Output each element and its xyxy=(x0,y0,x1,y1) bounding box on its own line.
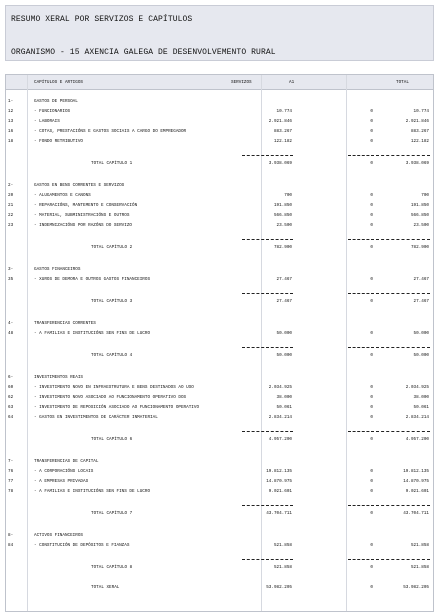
organismo-label: ORGANISMO - 15 AXENCIA GALEGA DE DESENVOLVEMENTO RURAL xyxy=(11,48,276,57)
a1-amount: 566.850 xyxy=(273,213,292,218)
row-code: 78 xyxy=(8,489,14,494)
a1-amount: 23.500 xyxy=(276,223,292,228)
total-label: TOTAL CAPÍTULO 1 xyxy=(91,161,133,166)
total-amount: 50.061 xyxy=(413,405,429,410)
other-amount: 0 xyxy=(370,129,373,134)
a1-amount: 521.858 xyxy=(273,565,292,570)
other-amount: 0 xyxy=(370,415,373,420)
row-code: 60 xyxy=(8,385,14,390)
a1-amount: 38.000 xyxy=(276,395,292,400)
total-amount: 43.704.711 xyxy=(403,511,429,516)
row-code: 77 xyxy=(8,479,14,484)
article-label: - FUNCIONARIOS xyxy=(34,109,71,114)
article-label: - INVESTIMENTO NOVO EN INFRAESTRUTURA E BENS DESTINADOS AO USO xyxy=(34,385,194,390)
total-label: TOTAL CAPÍTULO 3 xyxy=(91,299,133,304)
total-amount: 2.834.214 xyxy=(405,415,429,420)
a1-amount: 782.900 xyxy=(273,245,292,250)
a1-amount: 50.000 xyxy=(276,353,292,358)
row-code: 12 xyxy=(8,109,14,114)
a1-amount: 50.000 xyxy=(276,331,292,336)
subtotal-rule xyxy=(242,559,293,560)
article-label: - INVESTIMENTO NOVO ASOCIADO AO FUNCIONAMENTO OPERATIVO DOS xyxy=(34,395,187,400)
other-amount: 0 xyxy=(370,385,373,390)
a1-amount: 2.834.214 xyxy=(268,415,292,420)
article-label: - LABORAIS xyxy=(34,119,60,124)
a1-amount: 191.850 xyxy=(273,203,292,208)
a1-amount: 19.812.135 xyxy=(266,469,292,474)
a1-amount: 4.957.200 xyxy=(268,437,292,442)
total-amount: 2.921.846 xyxy=(405,119,429,124)
row-code: 48 xyxy=(8,331,14,336)
subtotal-rule xyxy=(348,155,374,156)
budget-table xyxy=(5,74,434,612)
total-label: TOTAL CAPÍTULO 6 xyxy=(91,437,133,442)
other-amount: 0 xyxy=(370,585,373,590)
article-label: - GASTOS EN INVESTIMENTOS DE CARÁCTER INMATERIAL xyxy=(34,415,158,420)
total-label: TOTAL CAPÍTULO 2 xyxy=(91,245,133,250)
total-amount: 38.000 xyxy=(413,395,429,400)
article-label: - MATERIAL, SUBMINISTRACIÓNS E OUTROS xyxy=(34,213,130,218)
other-amount: 0 xyxy=(370,437,373,442)
a1-amount: 521.858 xyxy=(273,543,292,548)
total-amount: 191.850 xyxy=(410,203,429,208)
a1-amount: 122.182 xyxy=(273,139,292,144)
subtotal-rule xyxy=(348,431,374,432)
other-amount: 0 xyxy=(370,405,373,410)
report-header xyxy=(5,5,434,61)
total-amount: 14.870.975 xyxy=(403,479,429,484)
a1-amount: 10.774 xyxy=(276,109,292,114)
row-code: 22 xyxy=(8,213,14,218)
row-code: 35 xyxy=(8,277,14,282)
article-label: - A CORPORACIÓNS LOCAIS xyxy=(34,469,94,474)
total-amount: 2.034.925 xyxy=(405,385,429,390)
chapter-heading: TRANSFERENCIAS CORRENTES xyxy=(34,321,96,326)
other-amount: 0 xyxy=(370,213,373,218)
chapter-heading: GASTOS FINANCEIROS xyxy=(34,267,81,272)
total-amount: 50.000 xyxy=(413,353,429,358)
chapter-heading: TRANSFERENCIAS DE CAPITAL xyxy=(34,459,99,464)
other-amount: 0 xyxy=(370,395,373,400)
row-code: 63 xyxy=(8,405,14,410)
total-label: TOTAL CAPÍTULO 8 xyxy=(91,565,133,570)
a1-amount: 53.982.205 xyxy=(266,585,292,590)
total-label: TOTAL CAPÍTULO 7 xyxy=(91,511,133,516)
other-amount: 0 xyxy=(370,161,373,166)
other-amount: 0 xyxy=(370,193,373,198)
chapter-heading: ACTIVOS FINANCEIROS xyxy=(34,533,83,538)
row-code: 84 xyxy=(8,543,14,548)
other-amount: 0 xyxy=(370,139,373,144)
row-code: 20 xyxy=(8,193,14,198)
total-amount: 700 xyxy=(421,193,429,198)
subtotal-rule xyxy=(242,293,293,294)
subtotal-rule xyxy=(242,505,293,506)
article-label: - A EMPRESAS PRIVADAS xyxy=(34,479,89,484)
subtotal-rule xyxy=(348,505,374,506)
chapter-heading: INVESTIMENTOS REAIS xyxy=(34,375,83,380)
total-amount: 883.267 xyxy=(410,129,429,134)
subtotal-rule xyxy=(376,347,430,348)
col-servizos: SERVIZOS xyxy=(231,80,252,85)
col-total: TOTAL xyxy=(396,80,409,85)
row-code: 7- xyxy=(8,459,14,464)
total-amount: 782.900 xyxy=(410,245,429,250)
other-amount: 0 xyxy=(370,203,373,208)
subtotal-rule xyxy=(348,293,374,294)
table-column-header xyxy=(6,75,433,90)
col-divider xyxy=(27,75,28,611)
a1-amount: 14.870.975 xyxy=(266,479,292,484)
other-amount: 0 xyxy=(370,245,373,250)
other-amount: 0 xyxy=(370,479,373,484)
total-amount: 9.021.601 xyxy=(405,489,429,494)
report-title: RESUMO XERAL POR SERVIZOS E CAPÍTULOS xyxy=(11,15,193,24)
row-code: 18 xyxy=(8,139,14,144)
other-amount: 0 xyxy=(370,223,373,228)
row-code: 23 xyxy=(8,223,14,228)
subtotal-rule xyxy=(376,239,430,240)
subtotal-rule xyxy=(242,239,293,240)
row-code: 3- xyxy=(8,267,14,272)
other-amount: 0 xyxy=(370,277,373,282)
other-amount: 0 xyxy=(370,353,373,358)
total-amount: 566.850 xyxy=(410,213,429,218)
other-amount: 0 xyxy=(370,543,373,548)
subtotal-rule xyxy=(376,505,430,506)
a1-amount: 2.034.925 xyxy=(268,385,292,390)
other-amount: 0 xyxy=(370,489,373,494)
total-amount: 53.982.205 xyxy=(403,585,429,590)
total-amount: 27.467 xyxy=(413,299,429,304)
a1-amount: 883.267 xyxy=(273,129,292,134)
a1-amount: 27.467 xyxy=(276,277,292,282)
subtotal-rule xyxy=(376,431,430,432)
total-amount: 10.774 xyxy=(413,109,429,114)
total-amount: 50.000 xyxy=(413,331,429,336)
col-chapters: CAPÍTULOS E ARTIGOS xyxy=(34,80,83,85)
subtotal-rule xyxy=(242,155,293,156)
row-code: 62 xyxy=(8,395,14,400)
subtotal-rule xyxy=(242,431,293,432)
row-code: 4- xyxy=(8,321,14,326)
row-code: 21 xyxy=(8,203,14,208)
article-label: - CONSTITUCIÓN DE DEPÓSITOS E FIANZAS xyxy=(34,543,130,548)
col-a1: A1 xyxy=(289,80,295,85)
subtotal-rule xyxy=(348,239,374,240)
subtotal-rule xyxy=(242,347,293,348)
subtotal-rule xyxy=(348,347,374,348)
subtotal-rule xyxy=(376,155,430,156)
article-label: - INVESTIMENTO DE REPOSICIÓN ASOCIADO AO FUNCIONAMENTO OPERATIVO xyxy=(34,405,200,410)
total-amount: 3.938.069 xyxy=(405,161,429,166)
article-label: - A FAMILIAS E INSTITUCIÓNS SEN FINS DE LUCRO xyxy=(34,331,151,336)
other-amount: 0 xyxy=(370,469,373,474)
a1-amount: 2.921.846 xyxy=(268,119,292,124)
other-amount: 0 xyxy=(370,511,373,516)
subtotal-rule xyxy=(348,559,374,560)
total-amount: 27.467 xyxy=(413,277,429,282)
row-code: 8- xyxy=(8,533,14,538)
total-amount: 521.858 xyxy=(410,565,429,570)
other-amount: 0 xyxy=(370,565,373,570)
article-label: - ALUGAMENTOS E CANONS xyxy=(34,193,91,198)
total-amount: 122.182 xyxy=(410,139,429,144)
article-label: - A FAMILIAS E INSTITUCIÓNS SEN FINS DE LUCRO xyxy=(34,489,151,494)
a1-amount: 9.021.601 xyxy=(268,489,292,494)
other-amount: 0 xyxy=(370,109,373,114)
subtotal-rule xyxy=(376,559,430,560)
row-code: 1- xyxy=(8,99,14,104)
article-label: - XUROS DE DEMORA E OUTROS GASTOS FINANCEIROS xyxy=(34,277,151,282)
row-code: 2- xyxy=(8,183,14,188)
article-label: - FONDO RETRIBUTIVO xyxy=(34,139,83,144)
a1-amount: 27.467 xyxy=(276,299,292,304)
article-label: - INDEMNIZACIÓNS POR RAZÓNS DO SERVIZO xyxy=(34,223,132,228)
row-code: 6- xyxy=(8,375,14,380)
total-amount: 4.957.200 xyxy=(405,437,429,442)
other-amount: 0 xyxy=(370,299,373,304)
row-code: 13 xyxy=(8,119,14,124)
a1-amount: 50.061 xyxy=(276,405,292,410)
other-amount: 0 xyxy=(370,331,373,336)
subtotal-rule xyxy=(376,293,430,294)
total-amount: 23.500 xyxy=(413,223,429,228)
a1-amount: 700 xyxy=(284,193,292,198)
total-label: TOTAL CAPÍTULO 4 xyxy=(91,353,133,358)
chapter-heading: GASTOS EN BENS CORRENTES E SERVIZOS xyxy=(34,183,125,188)
article-label: - REPARACIÓNS, MANTEMENTO E CONSERVACIÓN xyxy=(34,203,138,208)
a1-amount: 43.704.711 xyxy=(266,511,292,516)
row-code: 16 xyxy=(8,129,14,134)
total-amount: 521.858 xyxy=(410,543,429,548)
a1-amount: 3.938.069 xyxy=(268,161,292,166)
row-code: 76 xyxy=(8,469,14,474)
total-label: TOTAL XERAL xyxy=(91,585,120,590)
row-code: 64 xyxy=(8,415,14,420)
col-divider xyxy=(346,75,347,611)
other-amount: 0 xyxy=(370,119,373,124)
article-label: - COTAS, PRESTACIÓNS E GASTOS SOCIAIS A CARGO DO EMPREGADOR xyxy=(34,129,187,134)
chapter-heading: GASTOS DE PERSOAL xyxy=(34,99,78,104)
total-amount: 19.812.135 xyxy=(403,469,429,474)
